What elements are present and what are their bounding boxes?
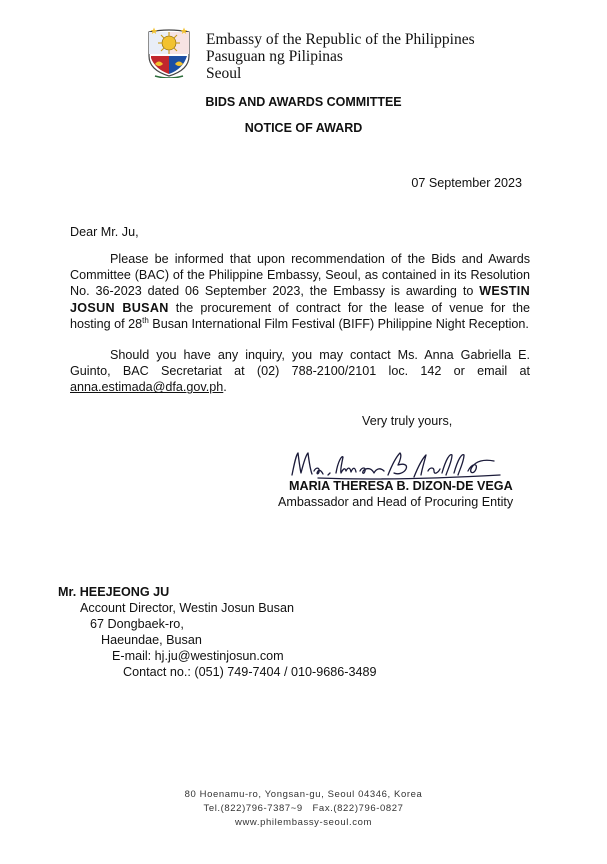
committee-heading: BIDS AND AWARDS COMMITTEE (205, 95, 402, 109)
body-p1-text-b: the procurement of contract for the lease of venue for the hosting of 28 (70, 300, 530, 331)
letterhead-line-1: Embassy of the Republic of the Philippines (206, 31, 475, 48)
notice-title: NOTICE OF AWARD (244, 121, 363, 135)
recipient-name: Mr. HEEJEONG JU (58, 585, 170, 599)
footer-website: www.philembassy-seoul.com (235, 817, 372, 828)
body-p2-text-a: Should you have any inquiry, you may contact Ms. Anna Gabriella E. Guinto, BAC Secretariat at (02) 788-2100/2101 loc. 142 or email at (70, 348, 530, 379)
salutation: Dear Mr. Ju, (70, 225, 139, 239)
footer-address: 80 Hoenamu-ro, Yongsan-gu, Seoul 04346, Korea (184, 789, 423, 800)
body-p1-text-a: Please be informed that upon recommendation of the Bids and Awards Committee (BAC) of the Philippine Embassy, Seoul, as contained in its Resolution No. 36-2023 dated 06 September 2023, the Embassy is awarding to (70, 252, 530, 299)
signatory-title: Ambassador and Head of Procuring Entity (278, 495, 514, 509)
recipient-address-2: Haeundae, Busan (101, 633, 202, 647)
letterhead-line-2: Pasuguan ng Pilipinas (206, 48, 343, 65)
body-p1-text-c: Busan International Film Festival (BIFF) Philippine Night Reception. (148, 316, 529, 331)
recipient-email: E-mail: hj.ju@westinjosun.com (112, 649, 284, 663)
contact-email-link[interactable]: anna.estimada@dfa.gov.ph (70, 380, 224, 395)
recipient-address-1: 67 Dongbaek-ro, (90, 617, 184, 631)
letter-date: 07 September 2023 (411, 176, 522, 190)
awardee-name: WESTIN JOSUN BUSAN (70, 284, 530, 315)
body-p2-text-b: . (223, 380, 227, 395)
embassy-seal-logo (145, 26, 193, 78)
body-paragraph-1 (70, 251, 530, 332)
recipient-position: Account Director, Westin Josun Busan (80, 601, 294, 615)
body-paragraph-2 (70, 347, 530, 396)
closing-line: Very truly yours, (362, 414, 453, 428)
letterhead-line-3: Seoul (206, 65, 242, 82)
signatory-name: MARIA THERESA B. DIZON-DE VEGA (289, 479, 513, 493)
footer-phone: Tel.(822)796-7387~9 Fax.(822)796-0827 (203, 803, 404, 814)
ordinal-suffix: th (142, 315, 149, 325)
recipient-contact: Contact no.: (051) 749-7404 / 010-9686-3489 (123, 665, 377, 679)
